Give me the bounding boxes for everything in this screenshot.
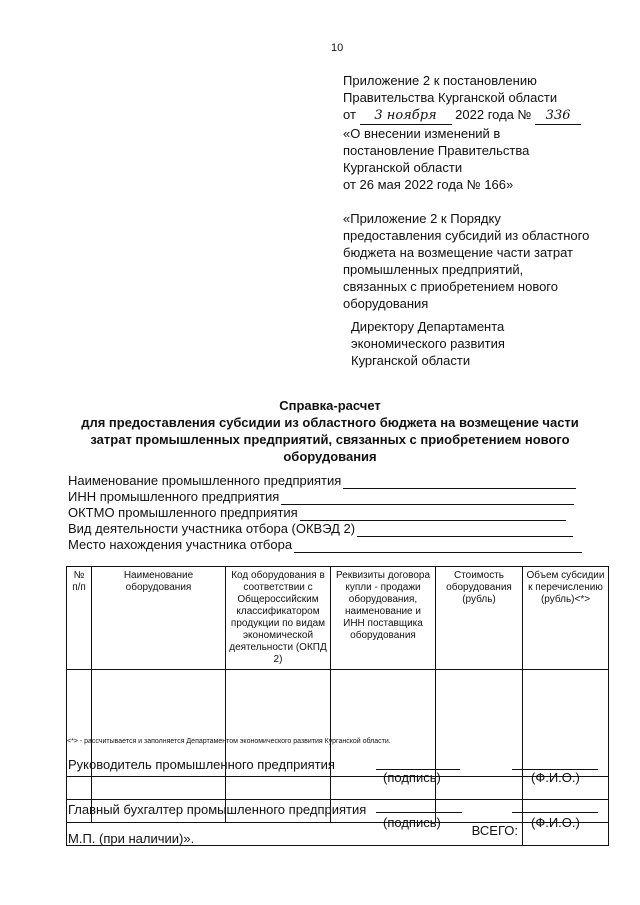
page-number: 10	[331, 42, 344, 54]
fill-line	[294, 539, 582, 553]
accountant-name-line	[512, 812, 598, 813]
appendix2-line: оборудования	[343, 296, 429, 311]
appendix-date-line: от 3 ноября 2022 года № 336	[343, 106, 633, 125]
col-code-header: Код оборудования в соответствии с Общероссийским классификатором продукции по видам экономической деятельности (ОКПД 2)	[226, 567, 331, 670]
document-title: Справка-расчет для предоставления субсидии из областного бюджета на возмещение части затрат промышленных предприятий, связанных с приобретением нового оборудования	[60, 397, 600, 465]
appendix2-line: предоставления субсидий из областного	[343, 228, 590, 243]
field-company-name: Наименование промышленного предприятия	[68, 473, 576, 489]
appendix-header	[343, 72, 633, 312]
appendix-line: Правительства Курганской области	[343, 90, 558, 105]
stamp-note: М.П. (при наличии)».	[68, 831, 195, 846]
name-caption: (Ф.И.О.)	[531, 815, 580, 830]
field-oktmo: ОКТМО промышленного предприятия	[68, 505, 566, 521]
appendix-line: Курганской области	[343, 160, 463, 175]
table-row	[67, 777, 609, 800]
appendix2-line: связанных с приобретением нового	[343, 279, 558, 294]
accountant-signature-line	[376, 812, 462, 813]
handwritten-date: 3 ноября	[360, 107, 452, 125]
fill-line	[343, 475, 576, 489]
footnote: <*> - рассчитывается и заполняется Департаментом экономического развития Курганской области.	[67, 738, 391, 745]
head-signature-label: Руководитель промышленного предприятия	[68, 757, 335, 772]
field-location: Место нахождения участника отбора	[68, 537, 582, 553]
addressee: Директору Департамента экономического развития Курганской области	[351, 319, 505, 368]
handwritten-number: 336	[535, 107, 581, 125]
col-cost-header: Стоимость оборудования (рубль)	[436, 567, 523, 670]
fill-line	[357, 523, 573, 537]
title: Справка-расчет	[279, 398, 381, 413]
col-contract-header: Реквизиты договора купли - продажи оборудования, наименование и ИНН поставщика оборудования	[331, 567, 436, 670]
field-inn: ИНН промышленного предприятия	[68, 489, 574, 505]
name-caption: (Ф.И.О.)	[531, 770, 580, 785]
appendix2-line: промышленных предприятий,	[343, 262, 524, 277]
field-okved: Вид деятельности участника отбора (ОКВЭД 2)	[68, 521, 573, 537]
col-subsidy-header: Объем субсидии к перечислению (рубль)<*>	[523, 567, 609, 670]
table-header-row	[67, 567, 609, 670]
col-name-header: Наименование оборудования	[92, 567, 226, 670]
fill-line	[281, 491, 574, 505]
col-number-header: № п/п	[67, 567, 92, 670]
appendix2-line: «Приложение 2 к Порядку	[343, 211, 501, 226]
signature-caption: (подпись)	[383, 770, 441, 785]
fill-line	[300, 507, 566, 521]
appendix-line: «О внесении изменений в	[343, 126, 501, 141]
appendix-line: постановление Правительства	[343, 143, 530, 158]
total-label: ВСЕГО:	[67, 823, 523, 846]
appendix-line: Приложение 2 к постановлению	[343, 73, 537, 88]
appendix2-line: бюджета на возмещение части затрат	[343, 245, 574, 260]
signature-caption: (подпись)	[383, 815, 441, 830]
appendix-line: от 26 мая 2022 года № 166»	[343, 177, 514, 192]
accountant-signature-label: Главный бухгалтер промышленного предприятия	[68, 802, 367, 817]
